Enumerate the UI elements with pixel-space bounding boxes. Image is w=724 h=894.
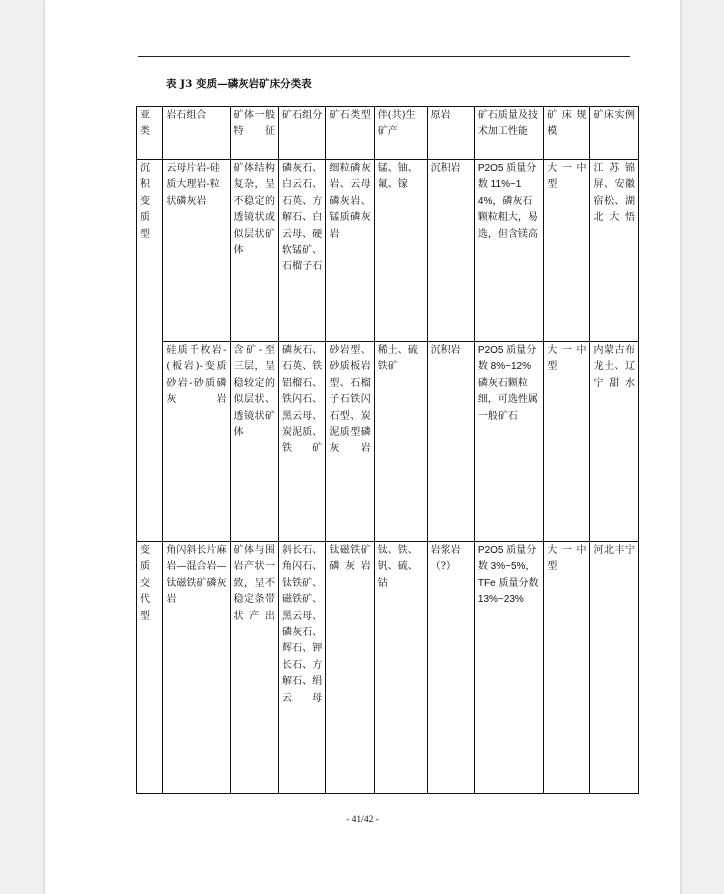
ore-components-cell: 斜长石、角闪石、钛铁矿、磁铁矿、黑云母、磷灰石、辉石、钾长石、方解石、绢云母 — [278, 542, 325, 794]
header-cell: 矿床实例 — [590, 107, 639, 160]
examples-cell: 内蒙古布龙土、辽宁甜水 — [590, 342, 639, 542]
scale-cell: 大一中型 — [544, 542, 590, 794]
table-title: 表 J3 变质—磷灰岩矿床分类表 — [166, 78, 312, 90]
associated-minerals-cell: 稀土、硫铁矿 — [374, 342, 427, 542]
quality-cell: P2O5 质量分数 11%~14%，磷灰石颗粒粗大，易选，但含镁高 — [474, 160, 543, 342]
table-row — [137, 342, 639, 542]
classification-table — [136, 106, 639, 794]
header-cell: 矿石组分 — [278, 107, 325, 160]
header-cell: 亚类 — [137, 107, 163, 160]
header-cell: 矿体一般特征 — [230, 107, 278, 160]
table-header-row — [137, 107, 639, 160]
header-cell: 伴(共)生矿产 — [374, 107, 427, 160]
ore-components-cell: 磷灰石、石英、铁铝榴石、铁闪石、黑云母、炭泥质、铁矿 — [278, 342, 325, 542]
examples-cell: 河北丰宁 — [590, 542, 639, 794]
header-cell: 原岩 — [427, 107, 474, 160]
header-cell: 矿石类型 — [326, 107, 374, 160]
rock-assemblage-cell: 硅质千枚岩-(板岩)-变质砂岩-砂质磷灰岩 — [163, 342, 230, 542]
table-row — [137, 160, 639, 342]
page-number: - 41/42 - — [346, 815, 379, 825]
ore-body-cell: 矿体与围岩产状一致，呈不稳定条带状产出 — [230, 542, 278, 794]
protolith-cell: 沉积岩 — [427, 342, 474, 542]
rock-assemblage-cell: 角闪斜长片麻岩—混合岩—钛磁铁矿磷灰岩 — [163, 542, 230, 794]
header-cell: 岩石组合 — [163, 107, 230, 160]
ore-type-cell: 细粒磷灰岩、云母磷灰岩、锰质磷灰岩 — [326, 160, 374, 342]
ore-type-cell: 钛磁铁矿磷灰岩 — [326, 542, 374, 794]
scale-cell: 大一中型 — [544, 160, 590, 342]
ore-body-cell: 含矿-至三层，呈稳较定的似层状、透镜状矿体 — [230, 342, 278, 542]
ore-body-cell: 矿体结构复杂，呈不稳定的透镜状或似层状矿体 — [230, 160, 278, 342]
subclass-cell: 沉积变质型 — [137, 160, 163, 542]
quality-cell: P2O5 质量分数 3%~5%，TFe 质量分数 13%~23% — [474, 542, 543, 794]
ore-components-cell: 磷灰石、白云石、石英、方解石、白云母、硬软锰矿、石榴子石 — [278, 160, 325, 342]
subclass-cell: 变质交代型 — [137, 542, 163, 794]
header-cell: 矿床规模 — [544, 107, 590, 160]
header-rule — [138, 56, 630, 57]
protolith-cell: 沉积岩 — [427, 160, 474, 342]
ore-type-cell: 砂岩型、砂质板岩型、石榴子石铁闪石型、炭泥质型磷灰岩 — [326, 342, 374, 542]
scale-cell: 大一中型 — [544, 342, 590, 542]
protolith-cell: 岩浆岩（?） — [427, 542, 474, 794]
associated-minerals-cell: 钛、铁、钒、硫、钴 — [374, 542, 427, 794]
quality-cell: P2O5 质量分数 8%~12% 磷灰石颗粒细，可选性属一般矿石 — [474, 342, 543, 542]
table-row — [137, 542, 639, 794]
header-cell: 矿石质量及技术加工性能 — [474, 107, 543, 160]
document-page — [45, 0, 680, 894]
examples-cell: 江苏锦屏、安徽宿松、湖北大悟 — [590, 160, 639, 342]
associated-minerals-cell: 锰、铀、氟、镓 — [374, 160, 427, 342]
rock-assemblage-cell: 云母片岩-硅质大理岩-粒状磷灰岩 — [163, 160, 230, 342]
